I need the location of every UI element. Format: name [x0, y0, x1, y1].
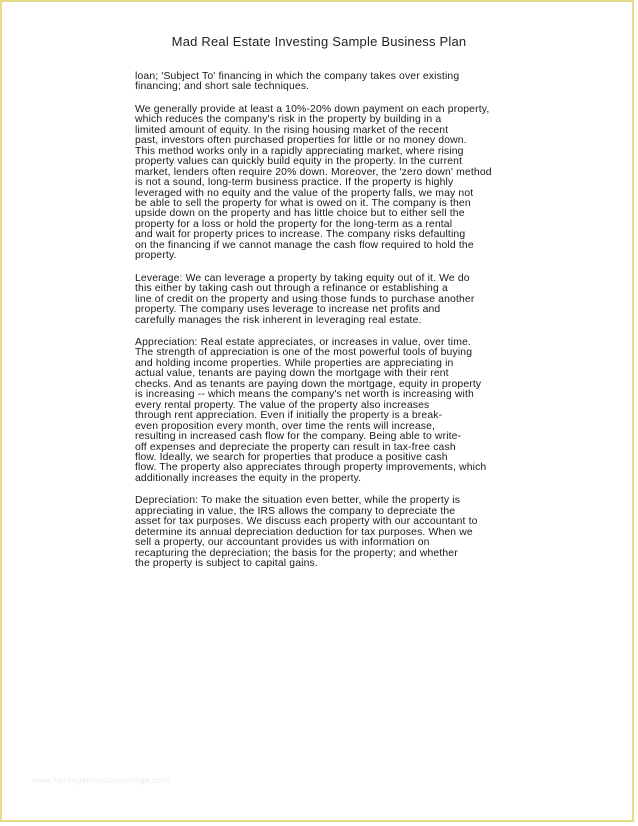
- paragraph-leverage: Leverage: We can leverage a property by taking equity out of it. We do this either by taking cash out through a refinance or establishing a line of credit on the property and using those funds to purchase another property. The company uses leverage to increase net profits and carefully manages the risk inherent in leveraging real estate.: [135, 272, 475, 326]
- paragraph-down-payment: We generally provide at least a 10%-20% down payment on each property, which reduces the company's risk in the property by building in a limited amount of equity. In the rising housing market of the recent past, investors often purchased properties for little or no money down. This method works only in a rapidly appreciating market, where rising property values can quickly build equity in the property. In the current market, lenders often require 20% down. Moreover, the 'zero down' method is not a sound, long-term business practice. If the property is highly leveraged with no equity and the value of the property falls, we may not be able to sell the property for what is owed on it. The company is then upside down on the property and has little choice but to either sell the property for a loss or hold the property for the long-term as a rental and wait for property prices to increase. The company risks defaulting on the financing if we cannot manage the cash flow required to hold the property.: [135, 103, 492, 262]
- watermark: www.heritagechristiancollege.com: [32, 775, 170, 785]
- paragraph-appreciation: Appreciation: Real estate appreciates, or increases in value, over time. The strength of appreciation is one of the most powerful tools of buying and holding income properties. While properties are appreciating in actual value, tenants are paying down the mortgage with their rent checks. And as tenants are paying down the mortgage, equity in property is increasing -- which means the company's net worth is increasing with every rental property. The value of the property also increases through rent appreciation. Even if initially the property is a break- even proposition every month, over time the rents will increase, resulting in increased cash flow for the company. Being able to write- off expenses and depreciate the property can result in tax-free cash flow. Ideally, we search for properties that produce a positive cash flow. The property also appreciates through property improvements, which additionally increases the equity in the property.: [135, 336, 487, 484]
- paragraph-depreciation: Depreciation: To make the situation even better, while the property is appreciating in value, the IRS allows the company to depreciate the asset for tax purposes. We discuss each property with our accountant to determine its annual depreciation deduction for tax purposes. When we sell a property, our accountant provides us with information on recapturing the depreciation; the basis for the property; and whether the property is subject to capital gains.: [135, 495, 478, 570]
- paragraph-financing: loan; 'Subject To' financing in which the company takes over existing financing; and short sale techniques.: [135, 71, 460, 93]
- document-body: [135, 72, 539, 581]
- document-title: Mad Real Estate Investing Sample Business Plan: [171, 34, 467, 49]
